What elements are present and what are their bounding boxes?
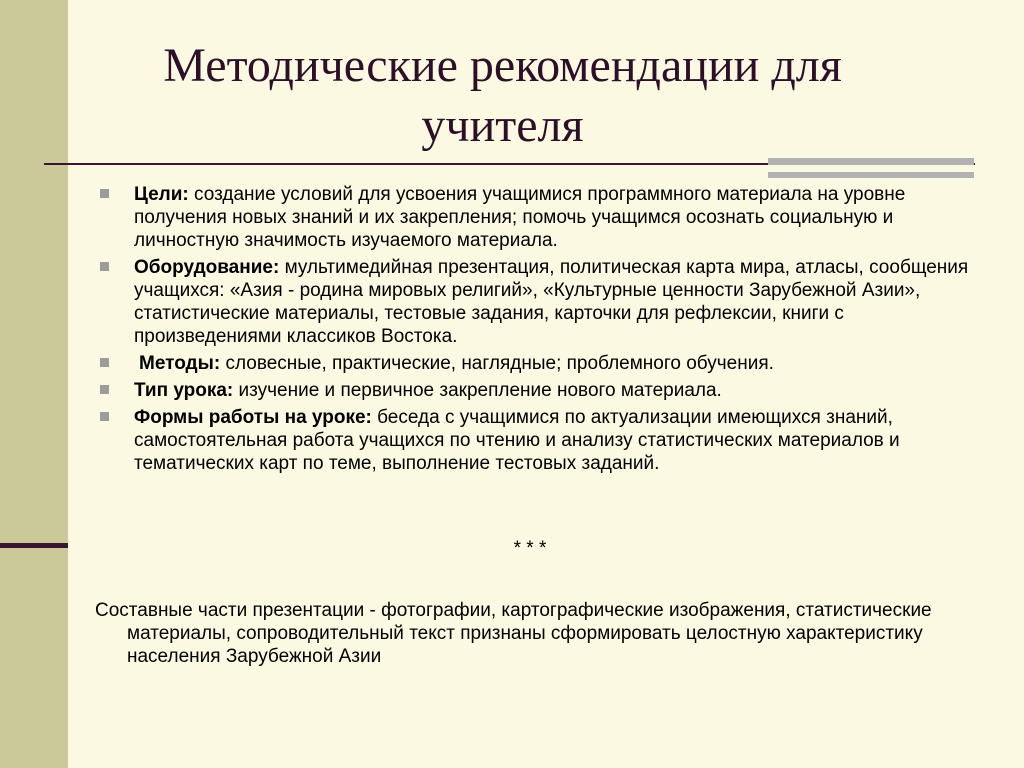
item-text: беседа с учащимися по актуализации имеющихся знаний, самостоятельная работа учащихся по чтению и анализу статистических материалов и тематических карт по теме, выполнение тестовых заданий. — [134, 407, 900, 474]
list-item-goals — [100, 183, 980, 252]
item-text: изучение и первичное закрепление нового материала. — [233, 380, 722, 401]
item-text: создание условий для усвоения учащимися программного материала на уровне получения новых знаний и их закрепления; помочь учащимся осознать социальную и личностную значимость изучаемого материала. — [134, 184, 906, 251]
left-band-divider — [0, 543, 68, 548]
square-bullet-icon — [100, 262, 109, 271]
list-item-methods — [100, 352, 980, 375]
section-separator: * * * — [513, 538, 547, 559]
square-bullet-icon — [100, 385, 109, 394]
item-text: словесные, практические, наглядные; проблемного обучения. — [220, 353, 774, 374]
item-text: мультимедийная презентация, политическая карта мира, атласы, сообщения учащихся: «Азия - родина мировых религий», «Культурные ценности Зарубежной Азии», статистические материалы, тестовые задания, карточки для рефлексии, книги с произведениями классиков Востока. — [134, 257, 969, 347]
list-item-lesson-type — [100, 379, 980, 402]
list-item-work-forms — [100, 406, 980, 475]
left-decorative-band — [0, 0, 68, 768]
square-bullet-icon — [100, 412, 109, 421]
item-term: Оборудование: — [134, 257, 280, 278]
square-bullet-icon — [100, 189, 109, 198]
item-term: Формы работы на уроке: — [134, 407, 372, 428]
item-term: Цели: — [134, 184, 189, 205]
square-bullet-icon — [100, 358, 109, 367]
title-accent-bar-bottom — [768, 172, 974, 178]
item-term: Тип урока: — [134, 380, 234, 401]
footer-paragraph: Составные части презентации - фотографии, картографические изображения, статистические материалы, сопроводительный текст признаны сформировать целостную характеристику населения Зарубежной Азии — [95, 600, 932, 667]
list-item-equipment — [100, 256, 980, 348]
title-accent-bar-top — [768, 158, 974, 165]
recommendations-list — [100, 183, 980, 479]
slide-title: Методические рекомендации для учителя — [163, 39, 842, 152]
item-term: Методы: — [139, 353, 221, 374]
